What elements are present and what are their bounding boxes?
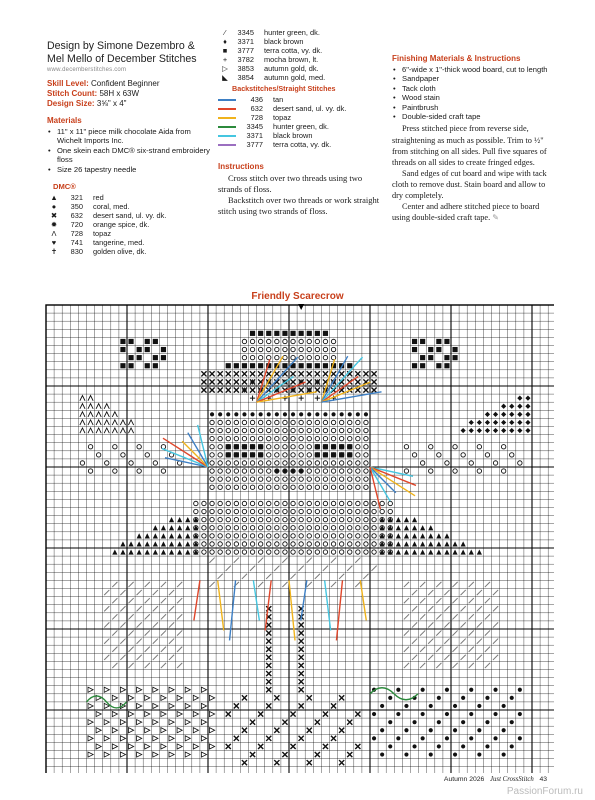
instructions-heading: Instructions bbox=[218, 161, 264, 171]
instructions-text bbox=[218, 173, 388, 217]
stitch-square bbox=[347, 363, 352, 368]
stitch-square bbox=[120, 347, 125, 352]
backstitch-key bbox=[218, 95, 388, 150]
stitch-heart bbox=[210, 412, 214, 416]
stitch-heart bbox=[421, 688, 425, 692]
page-number: 43 bbox=[539, 776, 547, 783]
stitch-symbol-icon: + bbox=[222, 55, 228, 64]
dmc-key-row bbox=[47, 229, 212, 238]
stitch-square bbox=[339, 452, 344, 457]
stitch-heart bbox=[453, 728, 457, 732]
floss-number: 3371 bbox=[246, 131, 263, 141]
stitch-heart bbox=[453, 752, 457, 756]
dmc-key-row bbox=[47, 247, 212, 256]
stitch-square bbox=[266, 331, 271, 336]
floss-name: black brown bbox=[273, 131, 313, 141]
dmc-key-row bbox=[218, 55, 388, 64]
stitch-symbol-icon: ✖ bbox=[50, 211, 58, 221]
dmc-key-row bbox=[47, 202, 212, 211]
stitch-heart bbox=[421, 712, 425, 716]
finishing-p2: Sand edges of cut board and wipe with tack cloth to remove dust. Stain board and allow to dry completely. bbox=[392, 168, 547, 200]
stitch-symbol-icon: ▲ bbox=[50, 193, 58, 203]
stitch-heart bbox=[291, 412, 295, 416]
stitch-heart bbox=[485, 744, 489, 748]
backstitch-line-swatch bbox=[218, 117, 236, 119]
stitch-square bbox=[331, 452, 336, 457]
stitch-heart bbox=[437, 696, 441, 700]
stitch-heart bbox=[461, 696, 465, 700]
stitch-symbol-icon: ✹ bbox=[50, 220, 58, 230]
dmc-key-continued bbox=[218, 28, 388, 82]
floss-name: topaz bbox=[273, 113, 292, 123]
floss-number: 632 bbox=[70, 211, 83, 221]
stitch-heart bbox=[380, 752, 384, 756]
right-column bbox=[392, 54, 557, 223]
floss-name: terra cotta, vy. dk. bbox=[273, 140, 332, 150]
backstitch-key-row bbox=[218, 140, 388, 149]
backstitch-heading: Backstitches/Straight Stitches bbox=[232, 84, 336, 93]
stitch-square bbox=[226, 444, 231, 449]
stitch-square bbox=[412, 347, 417, 352]
footer-magazine: Just CrossStitch bbox=[490, 776, 534, 783]
stitch-square bbox=[452, 355, 457, 360]
floss-number: 3853 bbox=[237, 64, 254, 73]
stitch-heart bbox=[388, 720, 392, 724]
stitch-square bbox=[234, 452, 239, 457]
stitch-square bbox=[323, 452, 328, 457]
stitch-square bbox=[290, 331, 295, 336]
stitch-heart bbox=[396, 688, 400, 692]
list-item: • 6"-wide x 1"-thick wood board, cut to length bbox=[392, 65, 557, 74]
designer-website: www.decemberstitches.com bbox=[47, 67, 127, 73]
stitch-heart bbox=[331, 412, 335, 416]
floss-name: black brown bbox=[264, 37, 304, 46]
stitch-heart bbox=[518, 712, 522, 716]
dmc-key-row bbox=[218, 46, 388, 55]
stitch-square bbox=[250, 452, 255, 457]
backstitch-line-swatch bbox=[218, 144, 236, 146]
stitch-heart bbox=[485, 696, 489, 700]
stitch-square bbox=[347, 444, 352, 449]
floss-number: 3371 bbox=[237, 37, 254, 46]
backstitch-line-swatch bbox=[218, 99, 236, 101]
list-item: • Wood stain bbox=[392, 93, 557, 102]
dmc-key-row bbox=[47, 238, 212, 247]
stitch-heart bbox=[502, 704, 506, 708]
stitch-heart bbox=[493, 688, 497, 692]
list-item: • 11" x 11" piece milk chocolate Aida from Wichelt Imports Inc. bbox=[47, 127, 212, 146]
spec-skill-level: Skill Level: Confident Beginner bbox=[47, 79, 160, 88]
stitch-square bbox=[307, 331, 312, 336]
finishing-text bbox=[392, 123, 557, 223]
stitch-heart bbox=[275, 412, 279, 416]
stitch-heart bbox=[445, 688, 449, 692]
stitch-square bbox=[258, 444, 263, 449]
materials-list bbox=[47, 127, 212, 174]
stitch-square bbox=[444, 363, 449, 368]
floss-name: red bbox=[93, 193, 104, 203]
footer-season: Autumn 2026 bbox=[443, 776, 485, 783]
stitch-square bbox=[258, 363, 263, 368]
stitch-square bbox=[323, 363, 328, 368]
stitch-heart bbox=[510, 744, 514, 748]
stitch-square bbox=[412, 339, 417, 344]
backstitch-key-row bbox=[218, 95, 388, 104]
spec-design-size: Design Size: 3⅝" x 4" bbox=[47, 99, 127, 108]
stitch-heart bbox=[348, 412, 352, 416]
finishing-p3: Center and adhere stitched piece to board using double-sided craft tape. ✎ bbox=[392, 202, 540, 223]
stitch-square bbox=[420, 355, 425, 360]
stitch-heart bbox=[356, 412, 360, 416]
floss-name: autumn gold, med. bbox=[264, 73, 326, 82]
floss-name: golden olive, dk. bbox=[93, 247, 147, 257]
stitch-square bbox=[137, 347, 142, 352]
dmc-key-row bbox=[218, 37, 388, 46]
stitch-heart bbox=[445, 712, 449, 716]
stitch-heart bbox=[518, 688, 522, 692]
middle-column bbox=[218, 28, 388, 217]
backstitch-key-row bbox=[218, 104, 388, 113]
stitch-square bbox=[153, 363, 158, 368]
stitch-heart bbox=[259, 412, 263, 416]
floss-name: coral, med. bbox=[93, 202, 130, 212]
stitch-square bbox=[282, 363, 287, 368]
stitch-heart bbox=[477, 704, 481, 708]
list-item: • Size 26 tapestry needle bbox=[47, 165, 212, 174]
stitch-heart bbox=[437, 720, 441, 724]
floss-number: 3777 bbox=[237, 46, 254, 55]
stitch-heart bbox=[404, 752, 408, 756]
stitch-symbol-icon: ⁄ bbox=[224, 28, 226, 37]
stitch-square bbox=[242, 363, 247, 368]
backstitch-line-swatch bbox=[218, 126, 236, 128]
stitch-heart bbox=[445, 736, 449, 740]
list-item: • Tack cloth bbox=[392, 84, 557, 93]
backstitch-key-row bbox=[218, 113, 388, 122]
stitch-symbol-icon: ✝ bbox=[50, 247, 58, 257]
stitch-heart bbox=[477, 752, 481, 756]
dmc-key-row bbox=[47, 211, 212, 220]
stitch-square bbox=[120, 339, 125, 344]
materials-heading: Materials bbox=[47, 116, 82, 125]
stitch-heart bbox=[412, 744, 416, 748]
stitch-heart bbox=[218, 412, 222, 416]
stitch-square bbox=[331, 444, 336, 449]
stitch-heart bbox=[226, 412, 230, 416]
backstitch-line-swatch bbox=[218, 108, 236, 110]
stitch-square bbox=[258, 452, 263, 457]
stitch-square bbox=[307, 363, 312, 368]
stitch-square bbox=[436, 339, 441, 344]
stitch-heart bbox=[404, 728, 408, 732]
floss-number: 728 bbox=[250, 113, 263, 123]
stitch-heart bbox=[429, 704, 433, 708]
stitch-square bbox=[444, 339, 449, 344]
stitch-heart bbox=[518, 736, 522, 740]
stitch-square bbox=[315, 452, 320, 457]
stitch-heart bbox=[404, 704, 408, 708]
stitch-square bbox=[339, 444, 344, 449]
stitch-heart bbox=[461, 744, 465, 748]
backstitch-key-row bbox=[218, 122, 388, 131]
stitch-symbol-icon: ● bbox=[51, 202, 57, 212]
dmc-key bbox=[47, 193, 212, 256]
stitch-heart bbox=[493, 736, 497, 740]
stitch-heart bbox=[388, 744, 392, 748]
floss-number: 632 bbox=[250, 104, 263, 114]
stitch-square bbox=[258, 331, 263, 336]
designer-line-1: Design by Simone Dezembro & bbox=[47, 40, 195, 52]
dmc-key-row bbox=[47, 220, 212, 229]
stitch-square bbox=[250, 331, 255, 336]
list-item: • One skein each DMC® six-strand embroidery floss bbox=[47, 146, 212, 165]
stitch-heart bbox=[493, 712, 497, 716]
stitch-heart bbox=[510, 696, 514, 700]
floss-name: tan bbox=[273, 95, 284, 104]
stitch-heart bbox=[469, 736, 473, 740]
floss-name: desert sand, ul. vy. dk. bbox=[93, 211, 167, 221]
stitch-square bbox=[428, 355, 433, 360]
stitch-square bbox=[161, 355, 166, 360]
dmc-key-row bbox=[218, 73, 388, 82]
stitch-square bbox=[323, 331, 328, 336]
stitch-heart bbox=[315, 412, 319, 416]
left-column bbox=[47, 40, 212, 256]
stitch-symbol-icon: ♥ bbox=[51, 238, 57, 248]
stitch-square bbox=[128, 355, 133, 360]
spec-stitch-count: Stitch Count: 58H x 63W bbox=[47, 89, 140, 98]
floss-number: 720 bbox=[70, 220, 83, 230]
floss-name: autumn gold, dk. bbox=[264, 64, 319, 73]
stitch-square bbox=[145, 339, 150, 344]
floss-name: hunter green, dk. bbox=[273, 122, 329, 132]
finishing-list bbox=[392, 65, 557, 121]
stitch-square bbox=[323, 444, 328, 449]
stitch-heart bbox=[234, 412, 238, 416]
dmc-key-row bbox=[218, 64, 388, 73]
floss-name: topaz bbox=[93, 229, 112, 239]
floss-name: mocha brown, lt. bbox=[264, 55, 319, 64]
stitch-heart bbox=[283, 412, 287, 416]
stitch-heart bbox=[267, 412, 271, 416]
stitch-square bbox=[137, 355, 142, 360]
stitch-square bbox=[226, 452, 231, 457]
stitch-square bbox=[274, 331, 279, 336]
floss-number: 436 bbox=[250, 95, 263, 104]
stitch-square bbox=[250, 444, 255, 449]
floss-number: 3854 bbox=[237, 73, 254, 82]
stitch-heart bbox=[485, 720, 489, 724]
stitch-heart bbox=[340, 412, 344, 416]
stitch-heart bbox=[412, 720, 416, 724]
stitch-symbol-icon: Λ bbox=[51, 229, 57, 239]
stitch-square bbox=[242, 444, 247, 449]
stitch-square bbox=[347, 452, 352, 457]
floss-name: terra cotta, vy. dk. bbox=[264, 46, 323, 55]
instructions-p2: Backstitch over two threads or work straight stitch using two strands of floss. bbox=[218, 194, 380, 216]
stitch-heart bbox=[250, 412, 254, 416]
specs bbox=[47, 79, 212, 109]
designer-line-2: Mel Mello of December Stitches bbox=[47, 53, 197, 65]
stitch-heart bbox=[477, 728, 481, 732]
floss-name: desert sand, ul. vy. dk. bbox=[273, 104, 347, 114]
stitch-heart bbox=[453, 704, 457, 708]
stitch-square bbox=[128, 363, 133, 368]
stitch-square bbox=[226, 363, 231, 368]
stitch-heart bbox=[510, 720, 514, 724]
stitch-heart bbox=[429, 752, 433, 756]
stitch-heart bbox=[469, 712, 473, 716]
stitch-symbol-icon: ▷ bbox=[222, 64, 228, 73]
floss-number: 3345 bbox=[237, 28, 254, 37]
stitch-heart bbox=[380, 728, 384, 732]
stitch-heart bbox=[388, 696, 392, 700]
floss-name: orange spice, dk. bbox=[93, 220, 150, 230]
stitch-square bbox=[234, 363, 239, 368]
stitch-square bbox=[282, 331, 287, 336]
stitch-heart bbox=[380, 704, 384, 708]
floss-number: 3782 bbox=[237, 55, 254, 64]
finishing-p1: Press stitched piece from reverse side, straightening as much as possible. Trim to ½" from stitching on all sides. Pull five squares of threads on all sides to create fringed edges. bbox=[392, 124, 547, 167]
stitch-heart bbox=[421, 736, 425, 740]
stitch-heart bbox=[242, 412, 246, 416]
floss-number: 321 bbox=[70, 193, 83, 203]
stitch-heart bbox=[396, 736, 400, 740]
stitch-symbol-icon: ■ bbox=[222, 46, 228, 55]
list-item: • Paintbrush bbox=[392, 103, 557, 112]
floss-number: 3777 bbox=[246, 140, 263, 150]
floss-number: 741 bbox=[70, 238, 83, 248]
stitch-square bbox=[428, 347, 433, 352]
stitch-heart bbox=[323, 412, 327, 416]
stitch-square bbox=[128, 339, 133, 344]
stitch-square bbox=[234, 444, 239, 449]
floss-number: 350 bbox=[70, 202, 83, 212]
dmc-key-row bbox=[218, 28, 388, 37]
stitch-square bbox=[161, 347, 166, 352]
stitch-heart bbox=[372, 712, 376, 716]
dmc-heading: DMC® bbox=[53, 182, 76, 192]
stitch-square bbox=[420, 339, 425, 344]
list-item: • Double-sided craft tape bbox=[392, 112, 557, 121]
instructions-p1: Cross stitch over two threads using two strands of floss. bbox=[218, 172, 363, 194]
stitch-heart bbox=[469, 688, 473, 692]
stitch-square bbox=[315, 363, 320, 368]
stitch-heart bbox=[502, 728, 506, 732]
stitch-square bbox=[299, 363, 304, 368]
floss-name: hunter green, dk. bbox=[264, 28, 320, 37]
floss-name: tangerine, med. bbox=[93, 238, 145, 248]
finishing-heading: Finishing Materials & Instructions bbox=[392, 54, 521, 63]
chart-title: Friendly Scarecrow bbox=[251, 291, 344, 302]
end-mark-icon: ✎ bbox=[492, 213, 499, 223]
stitch-heart bbox=[299, 412, 303, 416]
stitch-heart bbox=[364, 412, 368, 416]
floss-number: 3345 bbox=[246, 122, 263, 132]
stitch-square bbox=[436, 363, 441, 368]
stitch-heart bbox=[461, 720, 465, 724]
stitch-square bbox=[452, 347, 457, 352]
list-item: • Sandpaper bbox=[392, 74, 557, 83]
cross-stitch-chart bbox=[44, 303, 554, 773]
stitch-square bbox=[242, 452, 247, 457]
stitch-heart bbox=[396, 712, 400, 716]
floss-number: 830 bbox=[70, 247, 83, 257]
stitch-square bbox=[153, 339, 158, 344]
stitch-square bbox=[299, 331, 304, 336]
stitch-square bbox=[145, 347, 150, 352]
stitch-heart bbox=[429, 728, 433, 732]
stitch-square bbox=[250, 363, 255, 368]
dmc-key-row bbox=[47, 193, 212, 202]
stitch-square bbox=[153, 355, 158, 360]
floss-number: 728 bbox=[70, 229, 83, 239]
stitch-symbol-icon: ♦ bbox=[223, 37, 227, 46]
stitch-heart bbox=[372, 736, 376, 740]
stitch-square bbox=[436, 347, 441, 352]
stitch-square bbox=[420, 363, 425, 368]
stitch-heart bbox=[307, 412, 311, 416]
backstitch-line-swatch bbox=[218, 135, 236, 137]
stitch-square bbox=[120, 363, 125, 368]
stitch-heart bbox=[502, 752, 506, 756]
stitch-square bbox=[145, 363, 150, 368]
page-footer bbox=[444, 776, 547, 783]
stitch-square bbox=[315, 444, 320, 449]
backstitch-key-row bbox=[218, 131, 388, 140]
stitch-square bbox=[315, 331, 320, 336]
stitch-square bbox=[412, 363, 417, 368]
stitch-heart bbox=[437, 744, 441, 748]
stitch-square bbox=[444, 355, 449, 360]
watermark: PassionForum.ru bbox=[506, 786, 583, 797]
stitch-symbol-icon: ◣ bbox=[222, 73, 228, 82]
